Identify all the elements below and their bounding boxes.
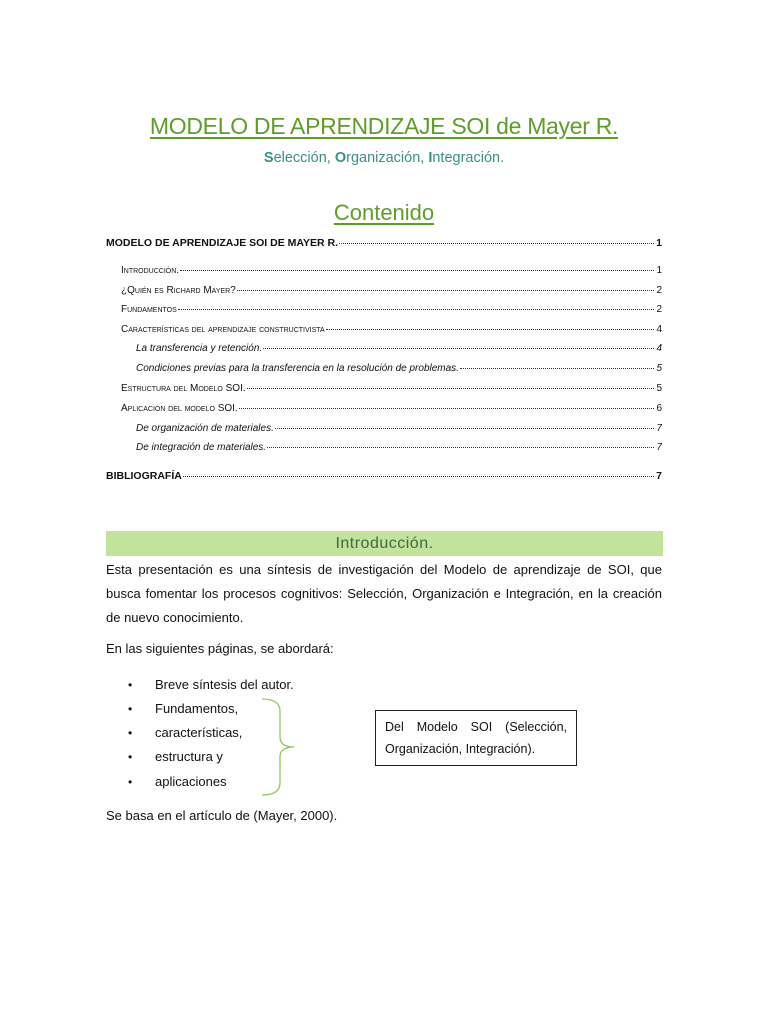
toc-entry[interactable] <box>136 423 662 434</box>
intro-lead-paragraph: En las siguientes páginas, se abordará: <box>106 641 334 656</box>
list-item <box>128 772 227 792</box>
toc-entry[interactable] <box>121 265 662 276</box>
toc-entry-page: 7 <box>656 423 662 434</box>
list-item <box>128 675 294 695</box>
list-item-text: Fundamentos, <box>155 701 239 716</box>
toc-entry-page: 1 <box>656 265 662 276</box>
toc-entry-label: De integración de materiales. <box>136 442 267 453</box>
toc-entry-page: 7 <box>656 470 662 482</box>
bullet-icon: • <box>128 775 133 789</box>
toc-leader-dots <box>339 243 654 244</box>
toc-entry-page: 5 <box>656 363 662 374</box>
toc-leader-dots <box>275 428 655 429</box>
toc-entry[interactable] <box>121 304 662 315</box>
toc-entry-label: ¿Quién es Richard Mayer? <box>121 285 236 296</box>
toc-entry-label: Condiciones previas para la transferencia en la resolución de problemas. <box>136 363 459 374</box>
subtitle-initial-s: S <box>263 150 274 166</box>
list-item-text: características, <box>155 725 243 740</box>
toc-entry[interactable] <box>106 237 662 249</box>
toc-entry-label: La transferencia y retención. <box>136 343 263 354</box>
toc-entry[interactable] <box>121 285 662 296</box>
toc-entry-page: 2 <box>656 304 662 315</box>
toc-entry[interactable] <box>106 470 662 482</box>
toc-entry-page: 2 <box>656 285 662 296</box>
toc-entry-page: 1 <box>656 237 662 249</box>
subtitle-initial-i: I <box>428 150 433 166</box>
list-item-text: estructura y <box>155 749 223 764</box>
list-item <box>128 723 242 743</box>
toc-leader-dots <box>183 476 654 477</box>
source-paragraph: Se basa en el artículo de (Mayer, 2000). <box>106 808 338 823</box>
toc-leader-dots <box>247 388 655 389</box>
curly-brace-icon <box>260 697 300 797</box>
toc-entry[interactable] <box>121 383 662 394</box>
document-title: MODELO DE APRENDIZAJE SOI de Mayer R. <box>149 113 619 139</box>
toc-leader-dots <box>263 348 654 349</box>
bullet-icon: • <box>128 750 133 764</box>
intro-paragraph: Esta presentación es una síntesis de investigación del Modelo de aprendizaje de SOI, que busca fomentar los procesos cognitivos: Selección, Organización e Integración, en la creación de nuevo conocimiento. <box>106 562 662 625</box>
subtitle-word-integracion: ntegración. <box>432 150 505 166</box>
toc-entry-label: De organización de materiales. <box>136 423 274 434</box>
bullet-icon: • <box>128 726 133 740</box>
toc-entry-page: 6 <box>656 403 662 414</box>
toc-leader-dots <box>178 309 655 310</box>
list-item-text: aplicaciones <box>155 774 227 789</box>
toc-entry-label: Aplicación del modelo SOI. <box>121 403 238 414</box>
bullet-icon: • <box>128 678 133 692</box>
toc-entry-page: 5 <box>656 383 662 394</box>
toc-leader-dots <box>180 270 654 271</box>
toc-entry[interactable] <box>136 363 662 374</box>
toc-entry[interactable] <box>121 324 662 335</box>
toc-leader-dots <box>267 447 654 448</box>
toc-entry-page: 4 <box>656 324 662 335</box>
toc-entry-label: Características del aprendizaje constructivista <box>121 324 325 335</box>
list-item <box>128 699 238 719</box>
subtitle-initial-o: O <box>334 150 347 166</box>
subtitle-word-seleccion: elección, <box>273 150 335 166</box>
list-item-text: Breve síntesis del autor. <box>155 677 294 692</box>
toc-entry[interactable] <box>136 442 662 453</box>
toc-entry-label: Estructura del Modelo SOI. <box>121 383 246 394</box>
toc-entry-page: 7 <box>656 442 662 453</box>
document-subtitle <box>0 150 768 166</box>
toc-leader-dots <box>237 290 655 291</box>
toc-entry-label: Fundamentos <box>121 304 177 315</box>
toc-entry-page: 4 <box>656 343 662 354</box>
toc-heading: Contenido <box>333 200 435 225</box>
toc-entry-label: BIBLIOGRAFÍA <box>106 470 182 482</box>
toc-leader-dots <box>460 368 654 369</box>
bullet-icon: • <box>128 702 133 716</box>
toc-entry[interactable] <box>121 403 662 414</box>
toc-entry-label: Introducción. <box>121 265 180 276</box>
section-heading-introduccion: Introducción. <box>106 531 663 556</box>
callout-box: Del Modelo SOI (Selección, Organización, Integración). <box>375 710 577 766</box>
toc-entry[interactable] <box>136 343 662 354</box>
toc-entry-label: MODELO DE APRENDIZAJE SOI DE MAYER R. <box>106 237 339 249</box>
toc-leader-dots <box>239 408 655 409</box>
list-item <box>128 747 223 767</box>
subtitle-word-organizacion: rganización, <box>346 150 429 166</box>
toc-leader-dots <box>326 329 655 330</box>
